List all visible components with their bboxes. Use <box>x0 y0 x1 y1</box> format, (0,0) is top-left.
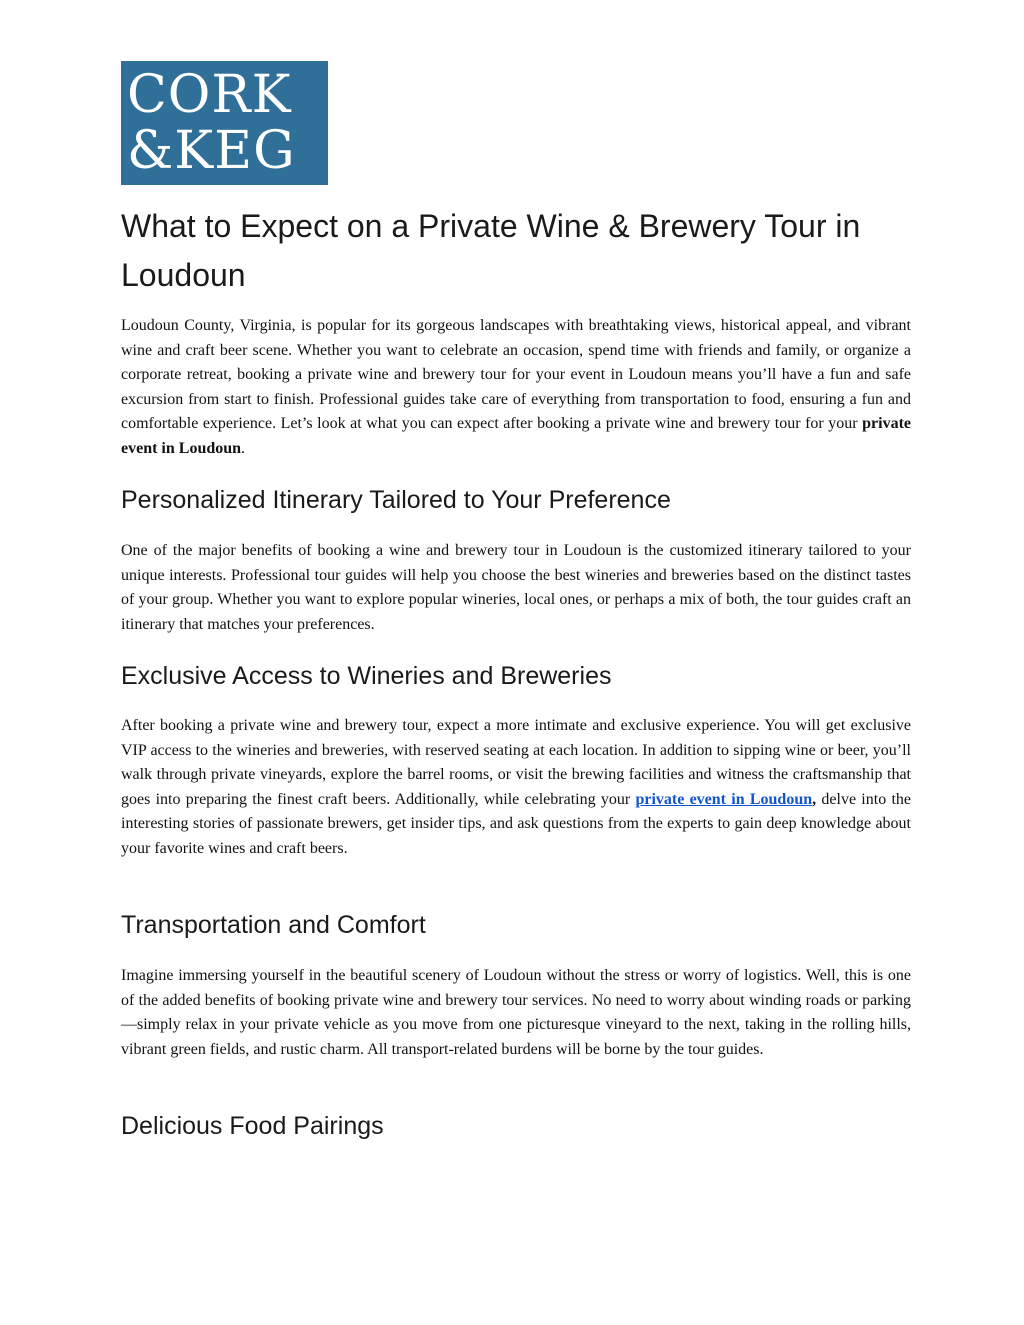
section-heading-transportation: Transportation and Comfort <box>121 911 426 939</box>
intro-paragraph <box>121 314 911 461</box>
exclusive-text-before: After booking a private wine and brewery tour, expect a more intimate and exclusive experience. You will get exclusive VIP access to the wineries and breweries, with reserved seating at each location. In addition to sipping wine or beer, you’ll walk through private vineyards, explore the barrel rooms, or visit the brewing facilities and witness the craftsmanship that goes into preparing the finest craft beers. Additionally, while celebrating your <box>121 717 911 808</box>
intro-end: . <box>241 439 246 457</box>
section-paragraph-exclusive-access <box>121 714 911 861</box>
intro-text: Loudoun County, Virginia, is popular for its gorgeous landscapes with breathtaking views, historical appeal, and vibrant wine and craft beer scene. Whether you want to celebrate an occasion, spend time with friends and family, or organize a corporate retreat, booking a private wine and brewery tour for your event in Loudoun means you’ll have a fun and safe excursion from start to finish. Professional guides take care of everything from transportation to food, ensuring a fun and comfortable experience. Let’s look at what you can expect after booking a private wine and brewery tour for your <box>121 317 911 432</box>
section-heading-food-pairings: Delicious Food Pairings <box>121 1112 384 1140</box>
section-heading-itinerary: Personalized Itinerary Tailored to Your Preference <box>121 486 671 514</box>
exclusive-text-after: delve into the interesting stories of passionate brewers, get insider tips, and ask questions from the experts to gain deep knowledge about your favorite wines and craft beers. <box>121 790 912 857</box>
section-paragraph-itinerary: One of the major benefits of booking a wine and brewery tour in Loudoun is the customized itinerary tailored to your unique interests. Professional tour guides will help you choose the best wineries and breweries based on the distinct tastes of your group. Whether you want to explore popular wineries, local ones, or perhaps a mix of both, the tour guides craft an itinerary that matches your preferences. <box>121 542 911 633</box>
section-paragraph-transportation: Imagine immersing yourself in the beautiful scenery of Loudoun without the stress or worry of logistics. Well, this is one of the added benefits of booking private wine and brewery tour services. No need to worry about winding roads or parking—simply relax in your private vehicle as you move from one picturesque vineyard to the next, taking in the rolling hills, vibrant green fields, and rustic charm. All transport-related burdens will be borne by the tour guides. <box>121 967 911 1058</box>
cork-and-keg-logo <box>121 61 328 185</box>
page-title: What to Expect on a Private Wine & Brewery Tour in Loudoun <box>121 208 861 293</box>
section-heading-exclusive-access: Exclusive Access to Wineries and Breweries <box>121 662 612 690</box>
intro-bold-phrase: private event in Loudoun <box>121 415 911 457</box>
private-event-link[interactable]: private event in Loudoun <box>635 790 813 808</box>
logo-line-1: CORK <box>127 65 292 125</box>
logo-line-2: &KEG <box>127 121 296 181</box>
exclusive-comma: , <box>812 790 817 808</box>
